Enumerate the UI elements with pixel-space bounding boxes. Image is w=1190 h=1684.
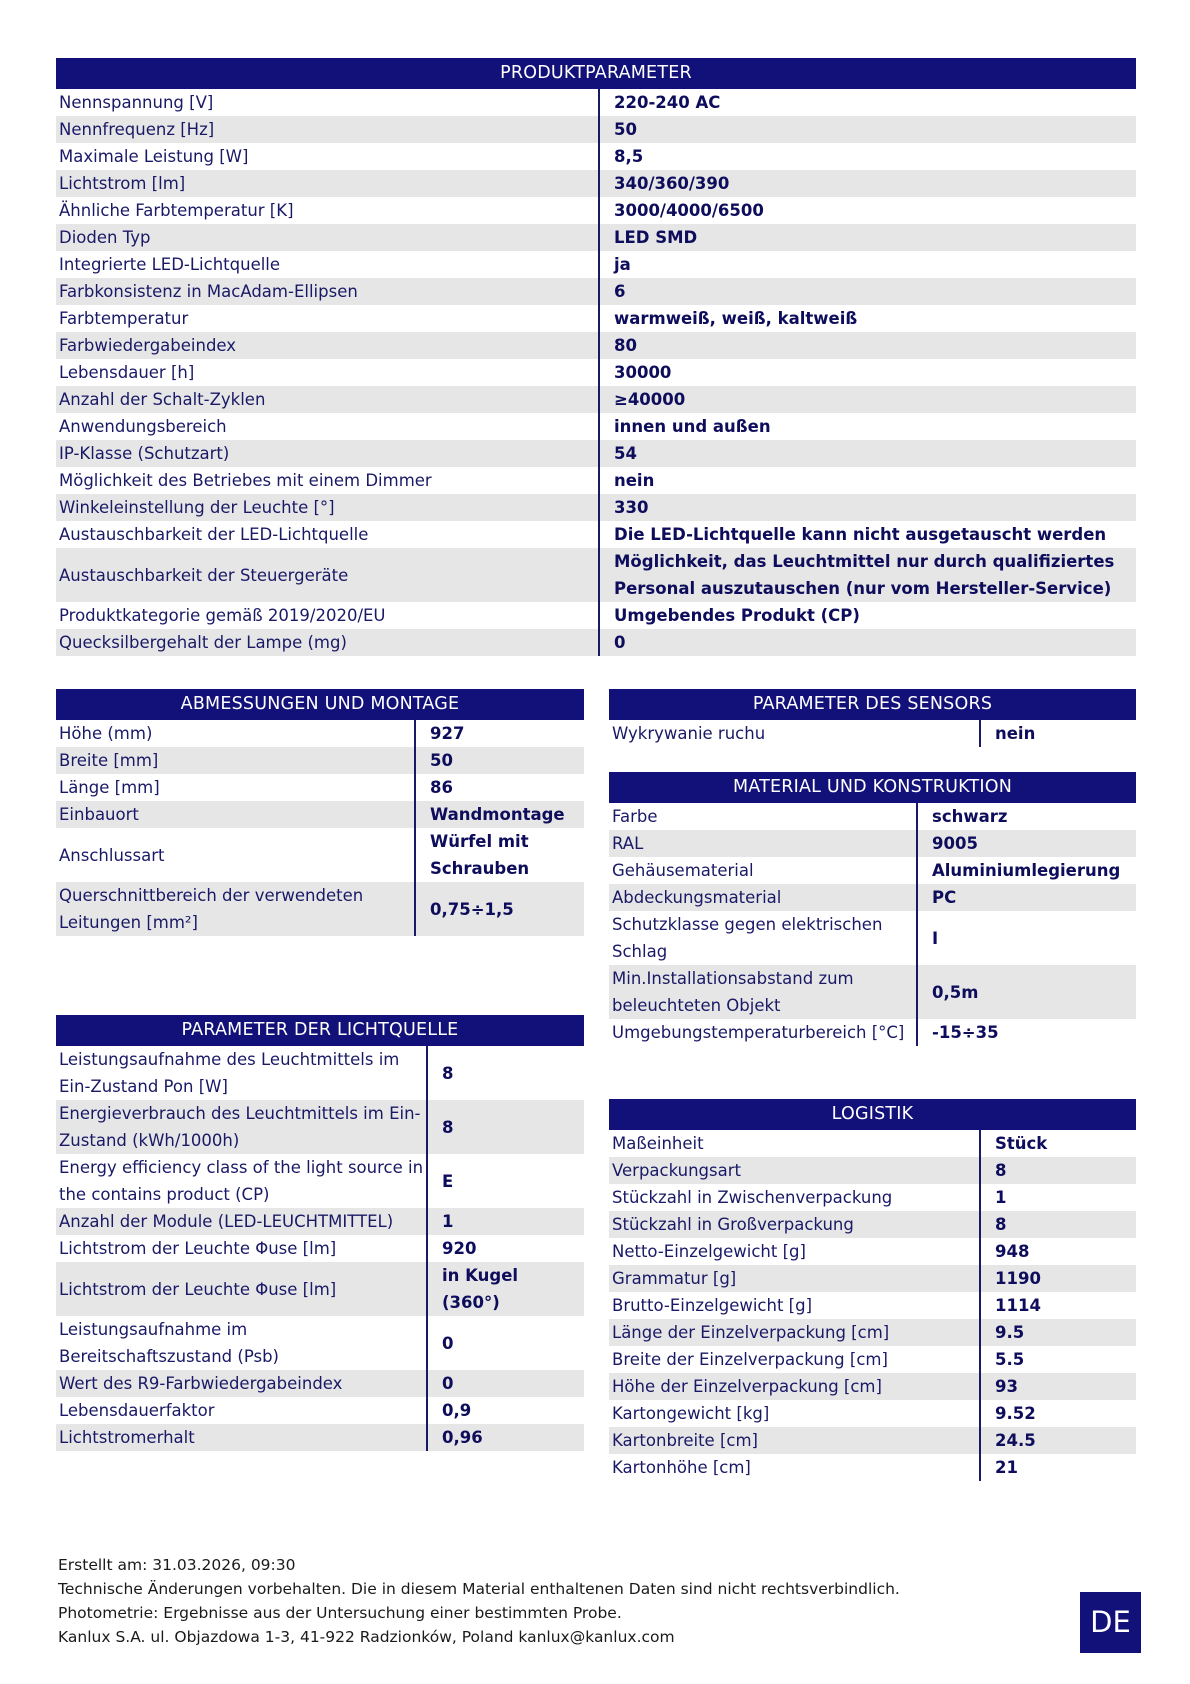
- row-value: ≥40000: [614, 390, 686, 409]
- row-label: Verpackungsart: [609, 1157, 981, 1184]
- row-label: Höhe der Einzelverpackung [cm]: [609, 1373, 981, 1400]
- row-label: Wykrywanie ruchu: [609, 720, 981, 747]
- company-address: Kanlux S.A. ul. Objazdowa 1-3, 41-922 Radzionków, Poland kanlux@kanlux.com: [58, 1628, 675, 1646]
- row-value: 0,96: [442, 1428, 483, 1447]
- table-header: PRODUKTPARAMETER: [56, 58, 1136, 89]
- row-value: 0,9: [442, 1401, 472, 1420]
- row-value: 54: [614, 444, 637, 463]
- dimensions-table: [56, 689, 584, 936]
- table-row: [56, 629, 1136, 656]
- row-label: Maximale Leistung [W]: [56, 143, 600, 170]
- row-label: Energieverbrauch des Leuchtmittels im Ein-Zustand (kWh/1000h): [56, 1100, 428, 1154]
- row-label: Farbwiedergabeindex: [56, 332, 600, 359]
- row-value: 1190: [995, 1269, 1041, 1288]
- row-label: Brutto-Einzelgewicht [g]: [609, 1292, 981, 1319]
- row-value: 24.5: [995, 1431, 1036, 1450]
- table-row: [609, 1427, 1136, 1454]
- table-row: [609, 1373, 1136, 1400]
- row-value: 1114: [995, 1296, 1041, 1315]
- row-label: Breite der Einzelverpackung [cm]: [609, 1346, 981, 1373]
- row-value: schwarz: [932, 807, 1008, 826]
- row-label: Umgebungstemperaturbereich [°C]: [609, 1019, 918, 1046]
- row-label: Möglichkeit des Betriebes mit einem Dimmer: [56, 467, 600, 494]
- table-row: [56, 386, 1136, 413]
- row-value: 1: [995, 1188, 1007, 1207]
- table-row: [609, 1130, 1136, 1157]
- row-label: Dioden Typ: [56, 224, 600, 251]
- table-row: [56, 1100, 584, 1154]
- row-label: Ähnliche Farbtemperatur [K]: [56, 197, 600, 224]
- row-value: 93: [995, 1377, 1018, 1396]
- row-value: 0: [442, 1333, 454, 1353]
- row-label: Leistungsaufnahme im Bereitschaftszustand (Psb): [56, 1316, 428, 1370]
- table-row: [609, 965, 1136, 1019]
- row-value: -15÷35: [932, 1023, 999, 1042]
- row-value: 9.52: [995, 1404, 1036, 1423]
- row-value: 9.5: [995, 1323, 1025, 1342]
- table-row: [56, 197, 1136, 224]
- row-label: Farbe: [609, 803, 918, 830]
- row-label: Länge [mm]: [56, 774, 416, 801]
- row-label: Leistungsaufnahme des Leuchtmittels im Ein-Zustand Pon [W]: [56, 1046, 428, 1100]
- created-timestamp: Erstellt am: 31.03.2026, 09:30: [58, 1556, 296, 1574]
- row-value: 8: [995, 1161, 1007, 1180]
- table-row: [56, 413, 1136, 440]
- row-value: Wandmontage: [430, 805, 565, 824]
- row-value: 330: [614, 498, 649, 517]
- row-value: I: [932, 928, 939, 948]
- row-label: Austauschbarkeit der Steuergeräte: [56, 548, 600, 602]
- row-label: Maßeinheit: [609, 1130, 981, 1157]
- table-row: [56, 882, 584, 936]
- row-value: in Kugel (360°): [442, 1266, 519, 1312]
- table-row: [56, 1208, 584, 1235]
- row-value: 30000: [614, 363, 672, 382]
- logistics-table: [609, 1099, 1136, 1481]
- table-row: [56, 1046, 584, 1100]
- row-value: 340/360/390: [614, 174, 730, 193]
- row-label: Einbauort: [56, 801, 416, 828]
- row-label: Querschnittbereich der verwendeten Leitungen [mm²]: [56, 882, 416, 936]
- table-row: [56, 1262, 584, 1316]
- row-label: Anzahl der Schalt-Zyklen: [56, 386, 600, 413]
- row-value: Stück: [995, 1134, 1048, 1153]
- row-value: 0,75÷1,5: [430, 899, 514, 919]
- table-row: [56, 116, 1136, 143]
- row-label: Anzahl der Module (LED-LEUCHTMITTEL): [56, 1208, 428, 1235]
- row-value: 50: [430, 751, 453, 770]
- row-value: ja: [614, 255, 631, 274]
- row-value: 6: [614, 282, 626, 301]
- row-value: Die LED-Lichtquelle kann nicht ausgetauscht werden: [614, 525, 1107, 544]
- row-label: Lichtstromerhalt: [56, 1424, 428, 1451]
- table-row: [609, 857, 1136, 884]
- row-label: Länge der Einzelverpackung [cm]: [609, 1319, 981, 1346]
- row-label: Farbtemperatur: [56, 305, 600, 332]
- table-row: [56, 1370, 584, 1397]
- row-label: Kartongewicht [kg]: [609, 1400, 981, 1427]
- table-row: [56, 1397, 584, 1424]
- row-label: Lichtstrom der Leuchte Φuse [lm]: [56, 1235, 428, 1262]
- row-value: 927: [430, 724, 465, 743]
- table-row: [56, 828, 584, 882]
- table-row: [56, 720, 584, 747]
- table-header: ABMESSUNGEN UND MONTAGE: [56, 689, 584, 720]
- footer: [58, 1553, 900, 1649]
- table-row: [56, 89, 1136, 116]
- table-row: [609, 1346, 1136, 1373]
- row-value: 3000/4000/6500: [614, 201, 764, 220]
- row-value: 86: [430, 778, 453, 797]
- row-label: IP-Klasse (Schutzart): [56, 440, 600, 467]
- table-row: [609, 1319, 1136, 1346]
- table-row: [56, 548, 1136, 602]
- row-value: 0: [442, 1374, 454, 1393]
- table-row: [609, 1265, 1136, 1292]
- row-value: 8: [442, 1117, 454, 1137]
- table-row: [609, 1238, 1136, 1265]
- table-row: [609, 1157, 1136, 1184]
- table-row: [56, 1235, 584, 1262]
- row-label: Lebensdauer [h]: [56, 359, 600, 386]
- table-row: [609, 1292, 1136, 1319]
- row-label: Lichtstrom der Leuchte Φuse [lm]: [56, 1262, 428, 1316]
- table-row: [56, 440, 1136, 467]
- row-label: Anschlussart: [56, 828, 416, 882]
- table-row: [56, 467, 1136, 494]
- row-label: Breite [mm]: [56, 747, 416, 774]
- row-value: PC: [932, 888, 957, 907]
- row-label: Schutzklasse gegen elektrischen Schlag: [609, 911, 918, 965]
- row-label: Lichtstrom [lm]: [56, 170, 600, 197]
- row-label: Gehäusematerial: [609, 857, 918, 884]
- row-label: Austauschbarkeit der LED-Lichtquelle: [56, 521, 600, 548]
- table-row: [609, 884, 1136, 911]
- table-row: [56, 602, 1136, 629]
- row-value: E: [442, 1171, 454, 1191]
- row-label: Kartonbreite [cm]: [609, 1427, 981, 1454]
- row-label: Netto-Einzelgewicht [g]: [609, 1238, 981, 1265]
- light-source-table: [56, 1015, 584, 1451]
- row-label: RAL: [609, 830, 918, 857]
- table-row: [56, 521, 1136, 548]
- row-value: nein: [614, 471, 655, 490]
- table-row: [609, 830, 1136, 857]
- table-row: [609, 911, 1136, 965]
- table-row: [56, 332, 1136, 359]
- row-label: Grammatur [g]: [609, 1265, 981, 1292]
- row-label: Integrierte LED-Lichtquelle: [56, 251, 600, 278]
- row-label: Stückzahl in Zwischenverpackung: [609, 1184, 981, 1211]
- table-row: [56, 170, 1136, 197]
- row-label: Min.Installationsabstand zum beleuchteten Objekt: [609, 965, 918, 1019]
- table-row: [56, 1316, 584, 1370]
- table-row: [56, 359, 1136, 386]
- table-row: [609, 720, 1136, 747]
- row-value: 920: [442, 1239, 477, 1258]
- row-label: Höhe (mm): [56, 720, 416, 747]
- row-value: 948: [995, 1242, 1030, 1261]
- row-label: Quecksilbergehalt der Lampe (mg): [56, 629, 600, 656]
- row-value: nein: [995, 724, 1036, 743]
- table-row: [609, 1400, 1136, 1427]
- row-value: 80: [614, 336, 637, 355]
- row-value: 8,5: [614, 147, 644, 166]
- row-value: 0: [614, 633, 626, 652]
- table-header: LOGISTIK: [609, 1099, 1136, 1130]
- row-value: 21: [995, 1458, 1018, 1477]
- row-label: Energy efficiency class of the light source in the contains product (CP): [56, 1154, 428, 1208]
- row-value: 8: [995, 1215, 1007, 1234]
- row-value: LED SMD: [614, 228, 698, 247]
- table-row: [609, 1454, 1136, 1481]
- row-value: 1: [442, 1212, 454, 1231]
- row-label: Farbkonsistenz in MacAdam-Ellipsen: [56, 278, 600, 305]
- row-value: 8: [442, 1063, 454, 1083]
- row-value: Aluminiumlegierung: [932, 861, 1121, 880]
- language-badge: DE: [1080, 1592, 1141, 1653]
- row-label: Winkeleinstellung der Leuchte [°]: [56, 494, 600, 521]
- table-row: [56, 305, 1136, 332]
- photometry-note: Photometrie: Ergebnisse aus der Untersuchung einer bestimmten Probe.: [58, 1604, 622, 1622]
- table-row: [56, 224, 1136, 251]
- table-row: [609, 803, 1136, 830]
- row-value: 5.5: [995, 1350, 1025, 1369]
- row-label: Nennfrequenz [Hz]: [56, 116, 600, 143]
- sensor-table: [609, 689, 1136, 747]
- table-row: [56, 774, 584, 801]
- table-row: [609, 1019, 1136, 1046]
- table-row: [56, 278, 1136, 305]
- row-value: warmweiß, weiß, kaltweiß: [614, 309, 858, 328]
- row-value: Würfel mit Schrauben: [430, 832, 530, 878]
- row-label: Lebensdauerfaktor: [56, 1397, 428, 1424]
- row-value: 50: [614, 120, 637, 139]
- row-value: 220-240 AC: [614, 93, 721, 112]
- table-row: [609, 1184, 1136, 1211]
- row-label: Abdeckungsmaterial: [609, 884, 918, 911]
- row-label: Anwendungsbereich: [56, 413, 600, 440]
- row-value: 0,5m: [932, 982, 979, 1002]
- row-label: Stückzahl in Großverpackung: [609, 1211, 981, 1238]
- row-value: innen und außen: [614, 417, 771, 436]
- row-label: Produktkategorie gemäß 2019/2020/EU: [56, 602, 600, 629]
- table-row: [56, 143, 1136, 170]
- material-table: [609, 772, 1136, 1046]
- row-value: Möglichkeit, das Leuchtmittel nur durch qualifiziertes Personal auszutauschen (nur vom Hersteller-Service): [614, 552, 1115, 598]
- row-label: Wert des R9-Farbwiedergabeindex: [56, 1370, 428, 1397]
- disclaimer-text: Technische Änderungen vorbehalten. Die in diesem Material enthaltenen Daten sind nicht rechtsverbindlich.: [58, 1580, 900, 1598]
- table-row: [56, 1154, 584, 1208]
- row-label: Kartonhöhe [cm]: [609, 1454, 981, 1481]
- table-row: [56, 251, 1136, 278]
- table-header: PARAMETER DES SENSORS: [609, 689, 1136, 720]
- table-row: [56, 1424, 584, 1451]
- table-row: [56, 801, 584, 828]
- table-row: [56, 747, 584, 774]
- table-header: MATERIAL UND KONSTRUKTION: [609, 772, 1136, 803]
- table-row: [56, 494, 1136, 521]
- row-label: Nennspannung [V]: [56, 89, 600, 116]
- table-header: PARAMETER DER LICHTQUELLE: [56, 1015, 584, 1046]
- row-value: 9005: [932, 834, 978, 853]
- row-value: Umgebendes Produkt (CP): [614, 606, 860, 625]
- table-row: [609, 1211, 1136, 1238]
- product-parameters-table: [56, 58, 1136, 656]
